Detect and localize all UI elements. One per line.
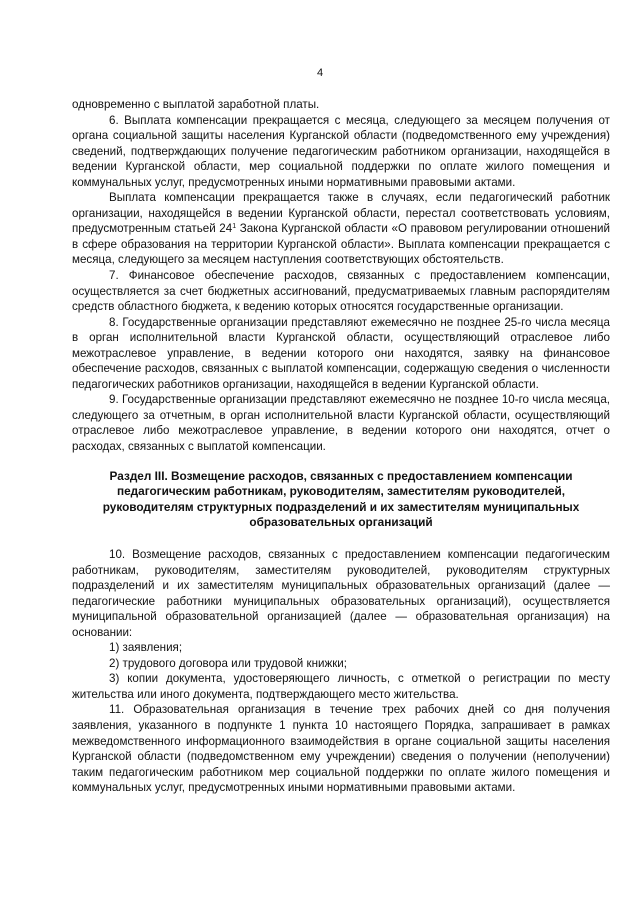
paragraph-continuation: одновременно с выплатой заработной платы. bbox=[72, 98, 320, 111]
list-item-1: 1) заявления; bbox=[109, 641, 183, 655]
paragraph-9: 9. Государственные организации представляют ежемесячно не позднее 10-го числа месяца, следующего за отчетным, в орган исполнительной власти Курганской области, осуществляющий отраслевое либо межотраслевое управление, в ведении которого они находятся, отчет о расходах, связанных с выплатой компенсации. bbox=[72, 393, 610, 454]
paragraph-10: 10. Возмещение расходов, связанных с предоставлением компенсации педагогическим работникам, руководителям, заместителям руководителей, руководителям структурных подразделений и их заместителям муниципальных образовательных организаций (далее — педагогические работники муниципальных образовательных организаций), осуществляется муниципальной образовательной организацией (далее — образовательная организация) на основании: bbox=[72, 547, 610, 639]
list-item-3: 3) копии документа, удостоверяющего личность, с отметкой о регистрации по месту жительства или иного документа, подтверждающего место жительства. bbox=[72, 672, 610, 701]
paragraph-7: 7. Финансовое обеспечение расходов, связанных с предоставлением компенсации, осуществляется за счет бюджетных ассигнований, предусматриваемых главным распорядителям средств областного бюджета, к ведению которых относятся государственные организации. bbox=[72, 269, 610, 314]
paragraph-8: 8. Государственные организации представляют ежемесячно не позднее 25-го числа месяца в орган исполнительной власти Курганской области, осуществляющий отраслевое либо межотраслевое управление, в ведении которого они находятся, заявку на финансовое обеспечение расходов, связанных с выплатой компенсации, содержащую сведения о численности педагогических работников организации, находящейся в ведении Курганской области. bbox=[72, 315, 610, 391]
page-number: 4 bbox=[316, 67, 324, 79]
paragraph-6: 6. Выплата компенсации прекращается с месяца, следующего за месяцем получения от органа социальной защиты населения Курганской области (подведомственного ему учреждения) сведений, подтверждающих получение педагогическим работником организации, находящейся в ведении Курганской области, мер социальной поддержки по оплате жилого помещения и коммунальных услуг, предусмотренных иными нормативными правовыми актами. bbox=[72, 113, 610, 189]
paragraph-6-termination-start: Выплата компенсации прекращается также в случаях, если педагогический работник организации, находящейся в ведении Курганской области, перестал соответствовать условиям, предусмотренным статьей 24 bbox=[72, 191, 610, 236]
document-body bbox=[72, 97, 610, 796]
section-heading: Раздел III. Возмещение расходов, связанных с предоставлением компенсации педагогическим работникам, руководителям, заместителям руководителей, руководителям структурных подразделений и их заместителям муниципальных образовательных организаций bbox=[102, 468, 580, 530]
article-superscript: 1 bbox=[232, 223, 237, 231]
paragraph-11: 11. Образовательная организация в течение трех рабочих дней со дня получения заявления, указанного в подпункте 1 пункта 10 настоящего Порядка, запрашивает в рамках межведомственного информационного взаимодействия в органе социальной защиты населения Курганской области (подведомственном ему учреждении) сведения о получении (неполучении) таким педагогическим работником мер социальной поддержки по оплате жилого помещения и коммунальных услуг, предусмотренных иными нормативными правовыми актами. bbox=[72, 703, 610, 795]
list-item-2: 2) трудового договора или трудовой книжки; bbox=[109, 656, 347, 670]
paragraph-6-termination-rest: Закона Курганской области «О правовом регулировании отношений в сфере образования на территории Курганской области». Выплата компенсации прекращается с месяца, следующего за месяцем наступления соответствующих обстоятельств. bbox=[72, 222, 610, 267]
paragraph-6-termination bbox=[72, 190, 610, 268]
